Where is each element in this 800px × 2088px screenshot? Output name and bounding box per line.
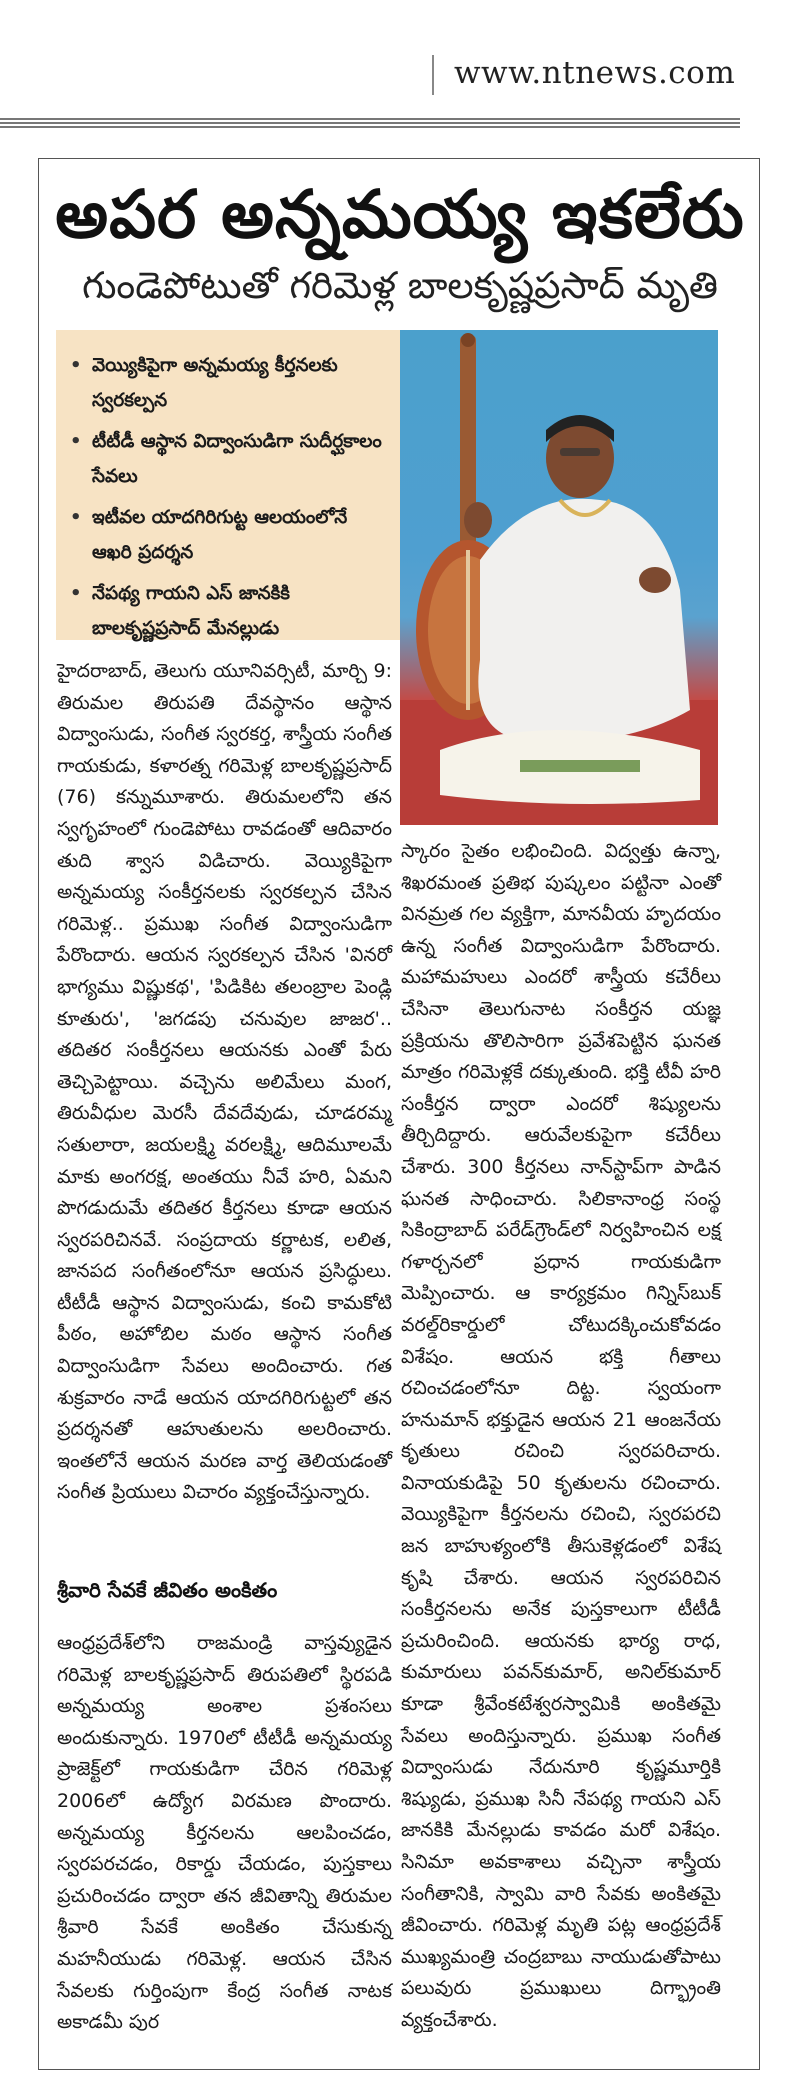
highlight-item [70, 424, 391, 494]
masthead [0, 0, 800, 125]
article-column-1-section [57, 1628, 392, 2039]
article-column-1-intro [57, 656, 392, 1509]
highlight-text: నేపథ్య గాయని ఎస్ జానకికి బాలకృష్ణప్రసాద్ మేనల్లుడు [92, 583, 290, 639]
article-paragraph: స్కారం సైతం లభించింది. విద్వత్తు ఉన్నా, శిఖరమంత ప్రతిభ పుష్కలం పట్టినా ఎంతో వినమ్రత గల వ్యక్తిగా, మానవీయ హృదయం ఉన్న సంగీత విద్వాంసుడిగా పేరొందారు. మహామహులు ఎందరో శాస్త్రీయ కచేరీలు చేసినా తెలుగునాట సంకీర్తన యజ్ఞ ప్రక్రియను తొలిసారిగా ప్రవేశపెట్టిన ఘనత మాత్రం గరిమెళ్లకే దక్కుతుంది. భక్తి టీవీ హరి సంకీర్తన ద్వారా ఎందరో శిష్యులను తీర్చిదిద్దారు. ఆరువేలకుపైగా కచేరీలు చేశారు. 300 కీర్తనలు నాన్‌స్టాప్‌గా పాడిన ఘనత సాధించారు. సిలికానాంధ్ర సంస్థ సికింద్రాబాద్ పరేడ్‌గ్రౌండ్‌లో నిర్వహించిన లక్ష గళార్చనలో ప్రధాన గాయకుడిగా మెప్పించారు. ఆ కార్యక్రమం గిన్నిస్‌బుక్ వరల్డ్‌రికార్డులో చోటుదక్కించుకోవడం విశేషం. ఆయన భక్తి గీతాలు రచించడంలోనూ దిట్ట. స్వయంగా హనుమాన్ భక్తుడైన ఆయన 21 ఆంజనేయ కృతులు రచించి స్వరపరిచారు. వినాయకుడిపై 50 కృతులను రచించారు. వెయ్యికిపైగా కీర్తనలను రచించి, స్వరపరచి జన బాహుళ్యంలోకి తీసుకెళ్లడంలో విశేష కృషి చేశారు. ఆయన స్వరపరిచిన సంకీర్తనలను అనేక పుస్తకాలుగా టీటీడీ ప్రచురించింది. ఆయనకు భార్య రాధ, కుమారులు పవన్‌కుమార్, అనిల్‌కుమార్ కూడా శ్రీవేంకటేశ్వరస్వామికి అంకితమై సేవలు అందిస్తున్నారు. ప్రముఖ సంగీత విద్వాంసుడు నేదునూరి కృష్ణమూర్తికి శిష్యుడు, ప్రముఖ సినీ నేపథ్య గాయని ఎస్ జానకికి మేనల్లుడు కావడం మరో విశేషం. సినిమా అవకాశాలు వచ్చినా శాస్త్రీయ సంగీతానికి, స్వామి వారి సేవకు అంకితమై జీవించారు. గరిమెళ్ల మృతి పట్ల ఆంధ్రప్రదేశ్ ముఖ్యమంత్రి చంద్రబాబు నాయుడుతోపాటు పలువురు ప్రముఖులు దిగ్భ్రాంతి వ్యక్తంచేశారు. [401, 840, 721, 2031]
highlights-box [56, 330, 401, 640]
highlight-item [70, 576, 391, 646]
photo-illustration [400, 330, 718, 825]
header-rule-lines [0, 118, 740, 130]
highlight-text: టీటీడీ ఆస్థాన విద్వాంసుడిగా సుదీర్ఘకాలం సేవలు [92, 431, 382, 487]
article-paragraph: ఆంధ్రప్రదేశ్‌లోని రాజమండ్రి వాస్తవ్యుడైన గరిమెళ్ల బాలకృష్ణప్రసాద్ తిరుపతిలో స్థిరపడి అన్నమయ్య అంశాల ప్రశంసలు అందుకున్నారు. 1970లో టీటీడీ అన్నమయ్య ప్రాజెక్ట్‌లో గాయకుడిగా చేరిన గరిమెళ్ల 2006లో ఉద్యోగ విరమణ పొందారు. అన్నమయ్య కీర్తనలను ఆలపించడం, స్వరపరచడం, రికార్డు చేయడం, పుస్తకాలు ప్రచురించడం ద్వారా తన జీవితాన్ని తిరుమల శ్రీవారి సేవకే అంకితం చేసుకున్న మహనీయుడు గరిమెళ్ల. ఆయన చేసిన సేవలకు గుర్తింపుగా కేంద్ర సంగీత నాటక అకాడమీ పుర [57, 1632, 392, 2034]
bullet-icon: • [70, 431, 82, 452]
highlights-list [56, 330, 401, 646]
site-url[interactable]: www.ntnews.com [454, 55, 736, 91]
bullet-icon: • [70, 507, 82, 528]
masthead-divider [432, 55, 434, 95]
article-column-2 [401, 836, 721, 2037]
highlight-item [70, 348, 391, 418]
highlight-text: ఇటీవల యాదగిరిగుట్ట ఆలయంలోనే ఆఖరి ప్రదర్శన [92, 507, 348, 563]
bullet-icon: • [70, 355, 82, 376]
article-subheadline: గుండెపోటుతో గరిమెళ్ల బాలకృష్ణప్రసాద్ మృతి [82, 264, 718, 307]
musician-photo [400, 330, 718, 825]
highlight-item [70, 500, 391, 570]
bullet-icon: • [70, 583, 82, 604]
section-subheading: శ్రీవారి సేవకే జీవితం అంకితం [57, 1578, 278, 1602]
highlight-text: వెయ్యికిపైగా అన్నమయ్య కీర్తనలకు స్వరకల్పన [92, 355, 338, 411]
article-paragraph: హైదరాబాద్, తెలుగు యూనివర్సిటీ, మార్చి 9: తిరుమల తిరుపతి దేవస్థానం ఆస్థాన విద్వాంసుడు, సంగీత స్వరకర్త, శాస్త్రీయ సంగీత గాయకుడు, కళారత్న గరిమెళ్ల బాలకృష్ణప్రసాద్ (76) కన్నుమూశారు. తిరుమలలోని తన స్వగృహంలో గుండెపోటు రావడంతో ఆదివారం తుది శ్వాస విడిచారు. వెయ్యికిపైగా అన్నమయ్య సంకీర్తనలకు స్వరకల్పన చేసిన గరిమెళ్ల.. ప్రముఖ సంగీత విద్వాంసుడిగా పేరొందారు. ఆయన స్వరకల్పన చేసిన 'వినరో భాగ్యము విష్ణుకథ', 'పిడికిట తలంబ్రాల పెండ్లి కూతురు', 'జగడపు చనువుల జాజర'.. తదితర సంకీర్తనలు ఆయనకు ఎంతో పేరు తెచ్చిపెట్టాయి. వచ్చెను అలిమేలు మంగ, తిరువీధుల మెరసీ దేవదేవుడు, చూడరమ్మ సతులారా, జయలక్ష్మి వరలక్ష్మి, ఆదిమూలమే మాకు అంగరక్ష, అంతయు నీవే హరి, ఏమని పొగడుదుమే తదితర కీర్తనలు కూడా ఆయన స్వరపరిచినవే. సంప్రదాయ కర్ణాటక, లలిత, జానపద సంగీతంలోనూ ఆయన ప్రసిద్ధులు. టీటీడీ ఆస్థాన విద్వాంసుడు, కంచి కామకోటి పీఠం, అహోబిల మఠం ఆస్థాన సంగీత విద్వాంసుడిగా సేవలు అందించారు. గత శుక్రవారం నాడే ఆయన యాదగిరిగుట్టలో తన ప్రదర్శనతో ఆహుతులను అలరించారు. ఇంతలోనే ఆయన మరణ వార్త తెలియడంతో సంగీత ప్రియులు విచారం వ్యక్తంచేస్తున్నారు. [57, 660, 392, 1504]
article-headline: అపర అన్నమయ్య ఇకలేరు [55, 176, 745, 253]
